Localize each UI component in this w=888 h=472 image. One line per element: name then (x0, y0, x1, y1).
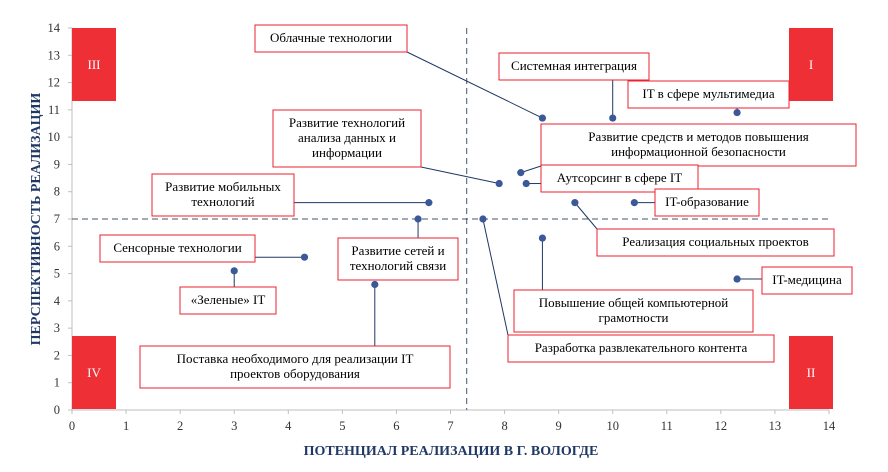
data-point (539, 235, 546, 242)
point-label (338, 238, 458, 280)
data-point (231, 267, 238, 274)
y-tick-label: 0 (53, 403, 60, 417)
y-tick-label: 2 (53, 348, 60, 363)
point-label (273, 110, 421, 167)
point-label-text: Повышение общей компьютерной (538, 295, 729, 310)
point-label-text: информации (312, 145, 382, 160)
point-label-text: Развитие сетей и (351, 243, 445, 258)
point-label-text: технологий связи (349, 258, 447, 273)
y-tick-label: 12 (47, 75, 60, 90)
data-point (517, 169, 524, 176)
data-point (571, 199, 578, 206)
quadrant-label: III (87, 57, 101, 72)
point-label-text: Развитие мобильных (165, 179, 281, 194)
quadrant-top-right (789, 28, 833, 101)
x-tick-label: 6 (393, 419, 400, 433)
point-label-text: Аутсорсинг в сфере IT (556, 170, 683, 185)
data-point (496, 180, 503, 187)
point-label-text: Реализация социальных проектов (622, 234, 809, 249)
x-axis-title: ПОТЕНЦИАЛ РЕАЛИЗАЦИИ В Г. ВОЛОГДЕ (303, 444, 599, 459)
x-tick-label: 9 (555, 419, 562, 433)
y-tick-label: 9 (53, 157, 60, 172)
x-tick-label: 2 (177, 419, 184, 433)
point-label-text: Развитие средств и методов повышения (588, 129, 809, 144)
x-tick-label: 8 (501, 419, 508, 433)
y-tick-label: 14 (47, 21, 60, 35)
x-tick-label: 10 (606, 419, 619, 433)
x-tick-label: 5 (339, 419, 346, 433)
point-label-text: грамотности (598, 310, 669, 325)
point-label-text: Системная интеграция (511, 58, 637, 73)
data-point (733, 275, 740, 282)
data-point (414, 215, 421, 222)
data-point (609, 114, 616, 121)
x-tick-label: 3 (231, 419, 238, 433)
quadrant-bottom-right (789, 336, 833, 409)
point-label-text: Облачные технологии (270, 30, 392, 45)
quadrant-label: II (806, 365, 816, 380)
point-label (597, 229, 834, 256)
y-tick-label: 5 (53, 266, 60, 281)
y-tick-label: 11 (47, 102, 60, 117)
data-point (631, 199, 638, 206)
point-label-text: информационной безопасности (611, 144, 786, 159)
point-label (541, 165, 698, 192)
y-axis-title: ПЕРСПЕКТИВНОСТЬ РЕАЛИЗАЦИИ (29, 92, 44, 346)
point-label-text: Развитие технологий (288, 115, 406, 130)
quadrant-label: IV (87, 365, 101, 380)
point-label-text: Сенсорные технологии (113, 240, 242, 255)
point-label (655, 189, 759, 216)
data-point (733, 109, 740, 116)
quadrant-label: I (808, 57, 814, 72)
x-tick-label: 14 (822, 419, 836, 433)
x-tick-label: 12 (714, 419, 728, 433)
point-label-text: «Зеленые» IT (190, 292, 266, 307)
x-tick-label: 1 (122, 419, 130, 433)
x-tick-label: 0 (68, 419, 76, 433)
quadrant-bottom-left (72, 336, 116, 409)
point-label-text: Разработка развлекательного контента (534, 340, 748, 355)
point-label (180, 287, 276, 314)
point-labels (100, 25, 856, 388)
quadrant-top-left (72, 28, 116, 101)
point-label (541, 124, 856, 166)
data-point (539, 114, 546, 121)
x-tick-label: 11 (660, 419, 673, 433)
y-tick-label: 6 (53, 239, 60, 254)
point-label (508, 335, 774, 362)
point-label-text: анализа данных и (298, 130, 396, 145)
y-tick-label: 7 (53, 212, 60, 226)
x-tick-label: 7 (447, 419, 454, 433)
x-tick-label: 13 (768, 419, 782, 433)
point-label-text: Поставка необходимого для реализации IT (176, 351, 414, 366)
point-label-text: технологий (191, 194, 255, 209)
y-tick-label: 3 (53, 321, 60, 336)
data-point (479, 215, 486, 222)
point-label-text: IT-образование (665, 194, 749, 209)
data-point (371, 281, 378, 288)
point-label-text: IT в сфере мультимедиа (642, 86, 775, 101)
data-point (301, 254, 308, 261)
data-point (523, 180, 530, 187)
point-label (140, 346, 450, 388)
y-tick-label: 10 (47, 130, 60, 145)
leader-line (421, 167, 499, 184)
y-tick-label: 13 (47, 48, 60, 63)
point-label-text: проектов оборудования (230, 366, 360, 381)
point-label (499, 53, 649, 80)
y-tick-label: 1 (53, 375, 60, 390)
point-label (152, 174, 294, 216)
point-label (628, 81, 789, 108)
y-tick-label: 8 (53, 184, 60, 199)
leader-line (575, 203, 597, 229)
data-point (425, 199, 432, 206)
point-label (255, 25, 407, 52)
point-label (100, 235, 255, 262)
point-label-text: IT-медицина (772, 272, 842, 287)
y-tick-label: 4 (53, 293, 60, 308)
point-label (762, 267, 852, 294)
x-tick-label: 4 (285, 419, 292, 433)
point-label (514, 290, 753, 332)
leader-line (483, 219, 508, 335)
